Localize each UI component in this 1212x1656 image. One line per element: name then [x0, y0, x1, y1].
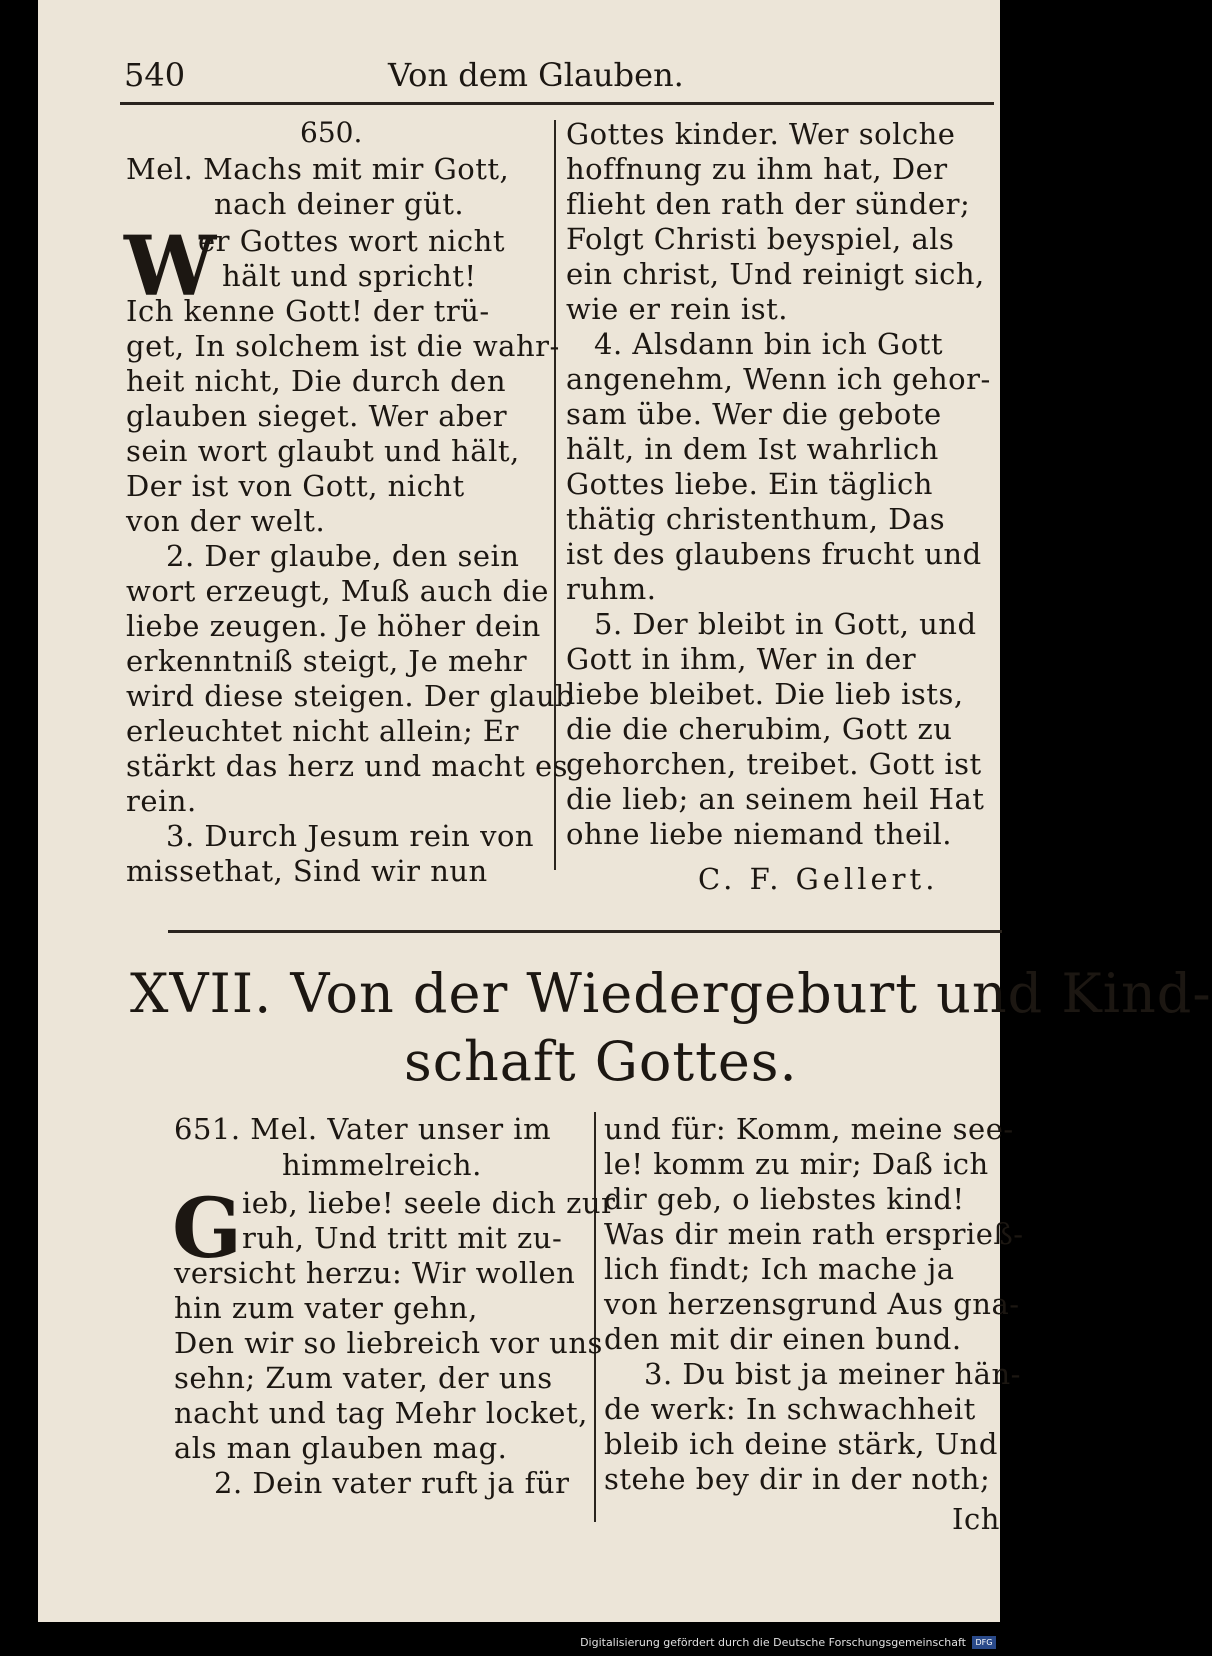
text-line: Folgt Christi beyspiel, als — [566, 222, 955, 256]
text-line: liebe zeugen. Je höher dein — [126, 609, 541, 643]
header-rule — [120, 102, 994, 105]
text-line: ieb, liebe! seele dich zur — [242, 1186, 616, 1220]
catchword: Ich — [952, 1502, 1000, 1536]
text-line: und für: Komm, meine see- — [604, 1112, 1014, 1146]
text-line: le! komm zu mir; Daß ich — [604, 1147, 989, 1181]
text-line: hält und spricht! — [222, 259, 477, 293]
chapter-heading-line-2: schaft Gottes. — [404, 1030, 798, 1093]
text-line: 4. Alsdann bin ich Gott — [594, 327, 943, 361]
text-line: Der ist von Gott, nicht — [126, 469, 465, 503]
hymn-651-number-melody: 651. Mel. Vater unser im — [174, 1112, 552, 1146]
drop-cap-g: G — [172, 1181, 243, 1277]
hymn-650-left-column-body — [126, 294, 574, 889]
text-line: angenehm, Wenn ich gehor- — [566, 362, 991, 396]
digitization-credit: Digitalisierung gefördert durch die Deutsche Forschungsgemeinschaft — [580, 1636, 966, 1649]
text-line: bleib ich deine stärk, Und — [604, 1427, 998, 1461]
text-line: missethat, Sind wir nun — [126, 854, 488, 888]
text-line: nacht und tag Mehr locket, — [174, 1396, 588, 1430]
hymn-number-650: 650. — [300, 116, 363, 149]
text-line: Was dir mein rath ersprieß- — [604, 1217, 1024, 1251]
text-line: get, In solchem ist die wahr- — [126, 329, 560, 363]
text-line: Gottes kinder. Wer solche — [566, 117, 956, 151]
text-line: erkenntniß steigt, Je mehr — [126, 644, 528, 678]
text-line: liebe bleibet. Die lieb ists, — [566, 677, 964, 711]
hymn-651-left-column — [242, 1186, 615, 1256]
drop-cap-w: W — [124, 219, 217, 315]
text-line: sam übe. Wer die gebote — [566, 397, 942, 431]
text-line: ruh, Und tritt mit zu- — [242, 1221, 563, 1255]
text-line: flieht den rath der sünder; — [566, 187, 971, 221]
page-number: 540 — [124, 56, 186, 94]
text-line: stehe bey dir in der noth; — [604, 1462, 991, 1496]
hymn-650-left-column — [198, 224, 505, 294]
text-line: gehorchen, treibet. Gott ist — [566, 747, 982, 781]
text-line: lich findt; Ich mache ja — [604, 1252, 955, 1286]
text-line: thätig christenthum, Das — [566, 502, 946, 536]
hymn-651-melody-cont: himmelreich. — [282, 1148, 482, 1182]
text-line: heit nicht, Die durch den — [126, 364, 506, 398]
text-line: sehn; Zum vater, der uns — [174, 1361, 553, 1395]
hymn-650-right-column — [566, 117, 991, 852]
text-line: Gott in ihm, Wer in der — [566, 642, 917, 676]
chapter-heading-line-1: XVII. Von der Wiedergeburt und Kind- — [130, 962, 1212, 1025]
text-line: glauben sieget. Wer aber — [126, 399, 508, 433]
text-line: versicht herzu: Wir wollen — [174, 1256, 576, 1290]
text-line: Gottes liebe. Ein täglich — [566, 467, 933, 501]
section-rule — [168, 930, 1002, 933]
text-line: Den wir so liebreich vor uns — [174, 1326, 603, 1360]
text-line: ohne liebe niemand theil. — [566, 817, 952, 851]
book-page — [38, 0, 1212, 1622]
text-line: den mit dir einen bund. — [604, 1322, 962, 1356]
dfg-logo-icon: DFG — [972, 1636, 996, 1649]
text-line: er Gottes wort nicht — [198, 224, 505, 258]
hymn-650-signature: C. F. Gellert. — [698, 862, 939, 896]
text-line: 3. Durch Jesum rein von — [166, 819, 535, 853]
text-line: 2. Der glaube, den sein — [166, 539, 520, 573]
text-line: als man glauben mag. — [174, 1431, 508, 1465]
text-line: von der welt. — [126, 504, 326, 538]
text-line: hin zum vater gehn, — [174, 1291, 478, 1325]
text-line: wie er rein ist. — [566, 292, 788, 326]
hymn-651-right-column — [604, 1112, 1024, 1497]
text-line: stärkt das herz und macht es — [126, 749, 569, 783]
text-line: die lieb; an seinem heil Hat — [566, 782, 985, 816]
text-line: 5. Der bleibt in Gott, und — [594, 607, 977, 641]
text-line: ein christ, Und reinigt sich, — [566, 257, 985, 291]
text-line: von herzensgrund Aus gna- — [604, 1287, 1020, 1321]
text-line: dir geb, o liebstes kind! — [604, 1182, 965, 1216]
text-line: die die cherubim, Gott zu — [566, 712, 953, 746]
text-line: ist des glaubens frucht und — [566, 537, 982, 571]
text-line: erleuchtet nicht allein; Er — [126, 714, 519, 748]
text-line: Ich kenne Gott! der trü- — [126, 294, 490, 328]
text-line: sein wort glaubt und hält, — [126, 434, 520, 468]
text-line: hoffnung zu ihm hat, Der — [566, 152, 948, 186]
running-head: Von dem Glauben. — [388, 56, 684, 94]
text-line: wird diese steigen. Der glaub — [126, 679, 575, 713]
text-line: 2. Dein vater ruft ja für — [214, 1466, 570, 1500]
text-line: wort erzeugt, Muß auch die — [126, 574, 549, 608]
text-line: 3. Du bist ja meiner hän- — [644, 1357, 1021, 1391]
text-line: ruhm. — [566, 572, 657, 606]
text-line: de werk: In schwachheit — [604, 1392, 976, 1426]
text-line: hält, in dem Ist wahrlich — [566, 432, 939, 466]
text-line: rein. — [126, 784, 197, 818]
hymn-650-melody-2: nach deiner güt. — [214, 187, 465, 221]
hymn-651-left-column-body — [174, 1256, 603, 1501]
hymn-650-melody-1: Mel. Machs mit mir Gott, — [126, 152, 510, 186]
